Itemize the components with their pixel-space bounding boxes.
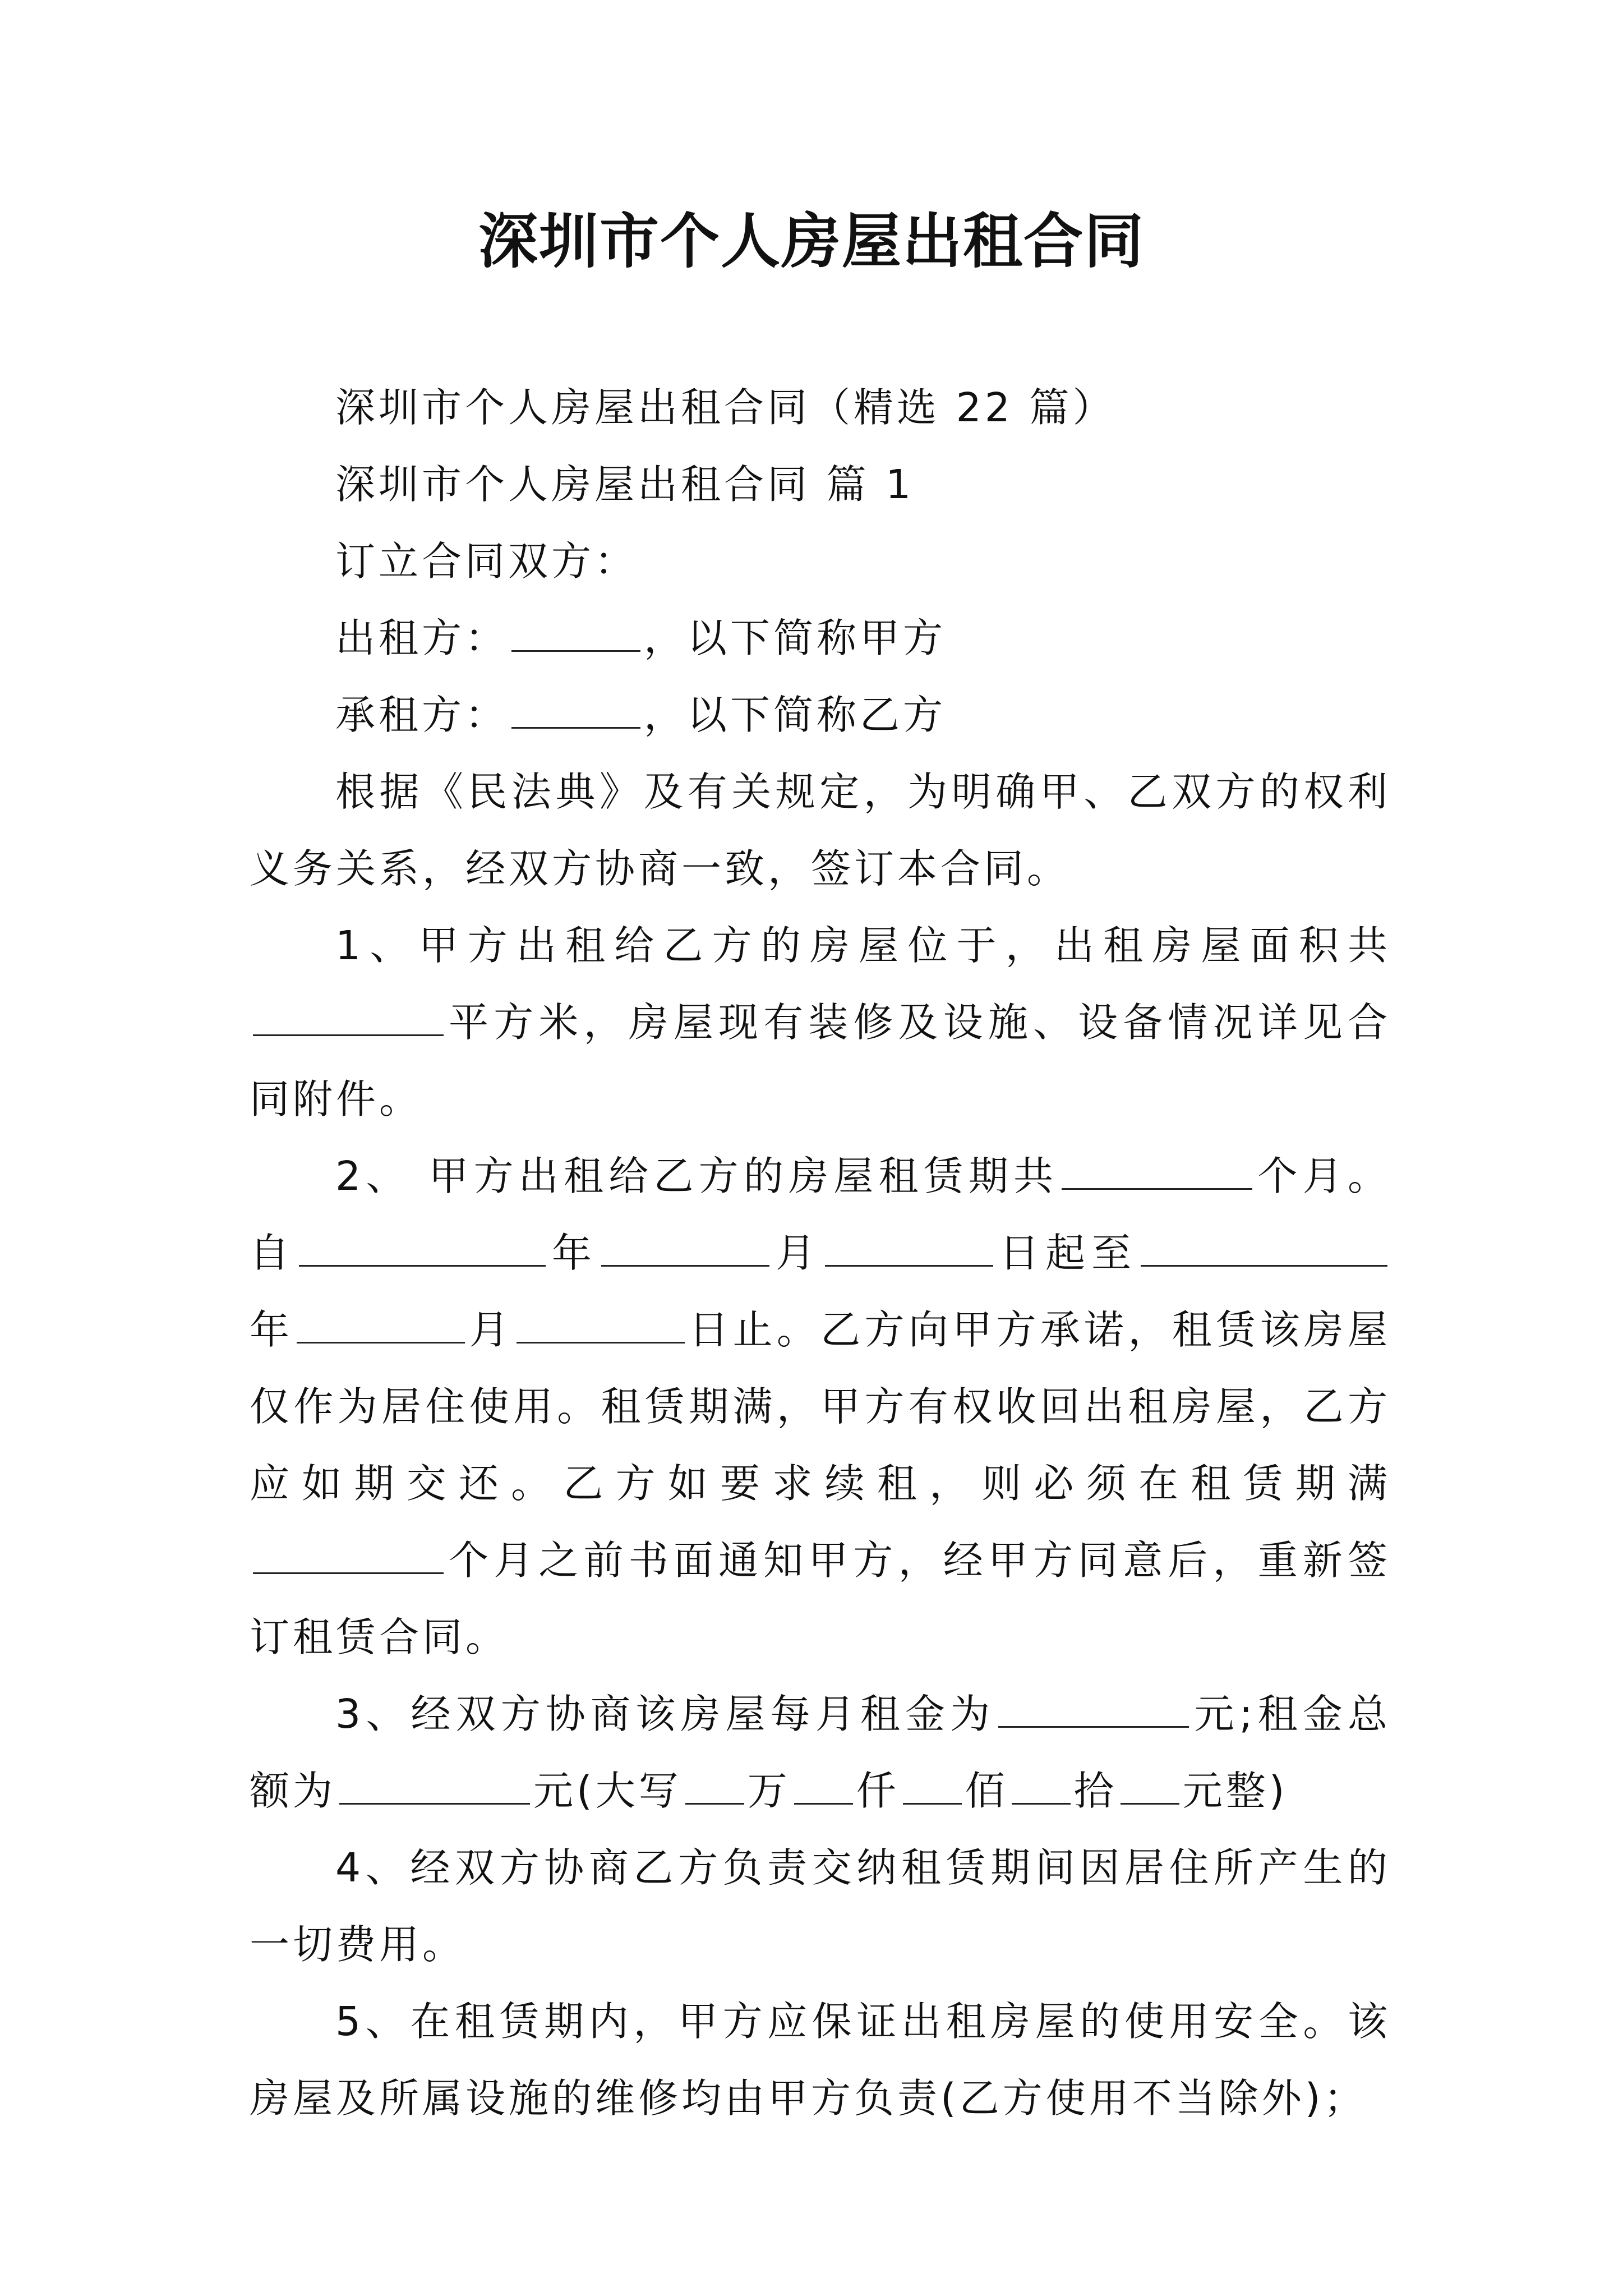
clause-3-text-f: 佰 [965,1768,1008,1814]
clause-2-text-h: 日止。乙方向甲方承诺，租赁该房屋仅作为居住使用。租赁期满，甲方有权收回出租房屋，乙方应如期交还。乙方如要求续租，则必须在租赁期满 [250,1306,1391,1507]
term-months-blank [1062,1154,1252,1190]
clause-2-text-e: 日起至 [997,1230,1137,1276]
start-year-blank [299,1231,546,1267]
clause-2-text-b: 个月。自 [250,1153,1391,1276]
renewal-notice-blank [253,1539,444,1574]
lessee-line [250,677,1391,753]
start-month-blank [601,1231,769,1267]
end-day-blank [517,1308,685,1343]
qian-blank [794,1769,853,1805]
clause-4: 4、经双方协商乙方负责交纳租赁期间因居住所产生的一切费用。 [250,1844,1391,1968]
start-day-blank [825,1231,993,1267]
clause-3-text-c: 元(大写 [533,1768,682,1814]
clause-2-text-a: 2、 甲方出租给乙方的房屋租赁期共 [335,1153,1059,1199]
clause-1 [250,907,1391,1138]
yuan-blank [1121,1769,1179,1805]
lessor-suffix: ，以下简称甲方 [644,615,947,661]
clause-5: 5、在租赁期内，甲方应保证出租房屋的使用安全。该房屋及所属设施的维修均由甲方负责(乙方使用不当除外)； [250,1998,1391,2122]
document-title: 深圳市个人房屋出租合同 [478,206,1145,276]
clause-3 [250,1676,1391,1829]
lessor-label: 出租方： [335,615,509,661]
total-rent-blank [339,1769,530,1805]
clause-2-text-g: 月 [468,1306,513,1353]
shi-blank [1012,1769,1071,1805]
monthly-rent-blank [998,1692,1189,1728]
end-year-blank [1141,1231,1387,1267]
lessor-line [250,600,1391,677]
clause-1-text-a: 1、甲方出租给乙方的房屋位于，出租房屋面积共 [335,922,1391,969]
lessee-blank [511,693,640,729]
parties-intro: 订立合同双方： [335,538,638,585]
clause-2-text-d: 月 [773,1230,822,1276]
lessee-label: 承租方： [335,692,509,738]
clause-3-text-b: 元;租金总额为 [250,1691,1391,1814]
wan-blank [685,1769,744,1805]
lessee-suffix: ，以下简称乙方 [644,692,947,738]
clause-3-text-e: 仟 [856,1768,900,1814]
contract-heading: 深圳市个人房屋出租合同（精选 22 篇） [335,384,1116,431]
contract-subheading: 深圳市个人房屋出租合同 篇 1 [335,461,915,508]
clause-2 [250,1138,1391,1676]
document-body [250,369,1391,2137]
area-blank [253,1001,444,1036]
clause-2-text-c: 年 [549,1230,598,1276]
clause-2-text-i: 个月之前书面通知甲方，经甲方同意后，重新签订租赁合同。 [250,1537,1391,1660]
clause-1-text-b: 平方米，房屋现有装修及设施、设备情况详见合同附件。 [250,999,1391,1122]
clause-3-text-h: 元整) [1182,1768,1288,1814]
clause-3-text-d: 万 [747,1768,791,1814]
clause-3-text-a: 3、经双方协商该房屋每月租金为 [335,1691,995,1737]
bai-blank [903,1769,962,1805]
preamble-paragraph: 根据《民法典》及有关规定，为明确甲、乙双方的权利义务关系，经双方协商一致，签订本合同。 [250,769,1391,892]
end-month-blank [297,1308,465,1343]
clause-3-text-g: 拾 [1073,1768,1117,1814]
lessor-blank [511,616,640,652]
clause-2-text-f: 年 [250,1306,294,1353]
